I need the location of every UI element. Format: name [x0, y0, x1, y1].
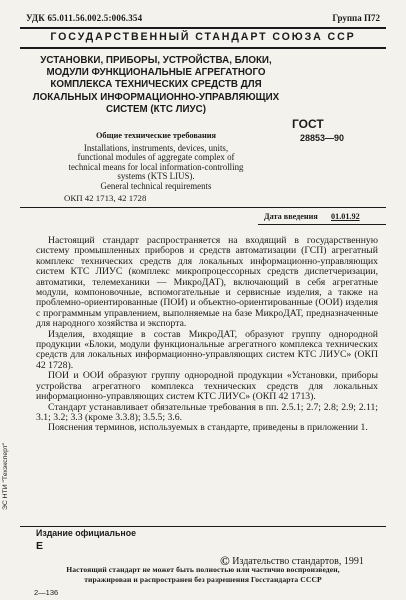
subtitle-en: [26, 144, 286, 191]
reproduction-note-line: тиражирован и распространен без разрешения Госстандарта СССР: [84, 574, 322, 584]
date-rule: [258, 224, 386, 225]
page-code: 2—136: [34, 588, 59, 597]
title-rule: [20, 207, 386, 208]
standard-name: ГОСУДАРСТВЕННЫЙ СТАНДАРТ СОЮЗА ССР: [50, 31, 356, 43]
subtitle-en-line: systems (KTS LIUS).: [117, 171, 195, 182]
title-line: МОДУЛИ ФУНКЦИОНАЛЬНЫЕ АГРЕГАТНОГО: [46, 67, 266, 79]
reproduction-note: [20, 565, 386, 585]
footer-rule: [20, 526, 386, 527]
edition-letter: Е: [36, 540, 44, 552]
subtitle-en-line: General technical requirements: [100, 180, 212, 191]
body-paragraph: ПОИ и ООИ образуют группу однородной продукции «Установки, приборы устройства агрегатного комплекса технических средств для локальных информационно-управляющих систем КТС ЛИУС» (ОКП 42 1713).: [36, 370, 378, 403]
okp-code: ОКП 42 1713, 42 1728: [64, 193, 147, 203]
body-text: [36, 236, 378, 434]
title-line: УСТАНОВКИ, ПРИБОРЫ, УСТРОЙСТВА, БЛОКИ,: [40, 55, 272, 66]
subtitle-en-line: Installations, instruments, devices, units,: [83, 143, 229, 153]
effective-date-value: 01.01.92: [331, 212, 360, 221]
reproduction-note-line: Настоящий стандарт не может быть полностью или частично воспроизведен,: [66, 565, 340, 574]
body-paragraph: Настоящий стандарт распространяется на входящий в государственную систему промышленных приборов и средств автоматизации (ГСП) агрегатный комплекс технических средств для локальных информационно-управляющих систем КТС ЛИУС (комплекс микропроцессорных средств диспетчеризации, автоматики, телемеханики — МикроДАТ), включающий в себя агрегатные модули, компоновочные, вспомогательные и сервисные изделия, а также на проблемно-ориентированные (ПОИ) и объектно-ориентированные (ООИ) изделия с программным управлением, выполняемые на базе МикроДАТ, предназначенные для народного хозяйства и экспорта.: [36, 235, 378, 330]
gost-label: ГОСТ: [292, 117, 324, 131]
copyright-icon: ©: [220, 553, 230, 568]
title-line: ЛОКАЛЬНЫХ ИНФОРМАЦИОННО-УПРАВЛЯЮЩИХ: [32, 91, 280, 103]
subtitle-en-line: technical means for local information-controlling: [68, 161, 244, 172]
side-stamp-text: ЭС НТИ "Техэксперт": [2, 442, 9, 510]
document-title: [26, 55, 286, 116]
gost-number: 28853—90: [300, 133, 345, 143]
body-paragraph: Изделия, входящие в состав МикроДАТ, образуют группу однородной продукции «Блоки, модули функциональные агрегатного комплекса технических средств для локальных информационно-управляющих систем КТС ЛИУС» (ОКП 42 1728).: [36, 328, 378, 371]
body-paragraph: Пояснения терминов, используемых в стандарте, приведены в приложении 1.: [48, 422, 368, 434]
title-line: СИСТЕМ (КТС ЛИУС): [106, 103, 206, 115]
top-rule: [20, 27, 386, 29]
header-rule: [20, 47, 386, 49]
copyright-text: Издательство стандартов, 1991: [232, 556, 364, 567]
subtitle-en-line: functional modules of aggregate complex of: [77, 152, 235, 163]
edition-label: Издание официальное: [36, 528, 136, 538]
udk-code: УДК 65.011.56.002.5:006.354: [26, 13, 143, 23]
effective-date-label: Дата введения: [264, 212, 318, 221]
group-code: Группа П72: [332, 13, 380, 23]
subtitle-ru: Общие технические требования: [95, 131, 217, 140]
side-stamp: [2, 430, 12, 510]
body-paragraph: Стандарт устанавливает обязательные требования в пп. 2.5.1; 2.7; 2.8; 2.9; 2.11; 3.1; 3.2; 3.3 (кроме 3.3.8); 3.5.5; 3.6.: [36, 401, 378, 423]
title-line: КОМПЛЕКСА ТЕХНИЧЕСКИХ СРЕДСТВ ДЛЯ: [50, 79, 262, 91]
